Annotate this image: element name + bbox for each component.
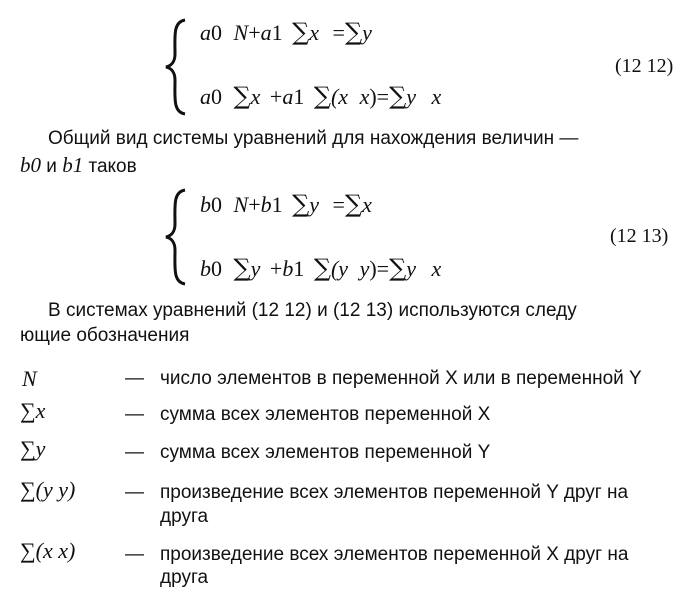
definition-text: произведение всех элементов переменной Y друг на — [160, 482, 629, 503]
sum-sign: ∑ — [389, 254, 407, 282]
subscript: 0 — [211, 20, 222, 45]
paren: ) — [369, 256, 377, 281]
sum-sign: ∑ — [313, 82, 331, 110]
coefficient-b: b — [200, 192, 211, 217]
paragraph-line: ющие обозначения — [20, 325, 190, 346]
equation-line — [200, 82, 441, 110]
plus: + — [248, 192, 261, 217]
subscript: 1 — [271, 20, 283, 45]
equals: = — [332, 192, 345, 217]
equation-line — [200, 190, 372, 218]
sum-sign: ∑ — [389, 82, 407, 110]
paren: ) — [369, 84, 377, 109]
subscript: 1 — [293, 256, 305, 281]
conjunction: и — [46, 156, 57, 177]
symbol-n: N — [22, 366, 37, 391]
equation-number: (12 13) — [610, 225, 669, 247]
sum-sign: ∑ — [233, 254, 251, 282]
paragraph-line: Общий вид системы уравнений для нахождения величин — — [48, 128, 579, 149]
definition-text: число элементов в переменной X или в переменной Y — [160, 368, 642, 389]
definition-symbol: ∑x — [20, 398, 46, 423]
definition-symbol: ∑(x x) — [20, 538, 76, 563]
plus: + — [269, 256, 283, 281]
coefficient-b: b — [260, 192, 272, 217]
subscript: 0 — [211, 192, 222, 217]
variable-y: y — [250, 256, 261, 281]
equals: = — [332, 20, 345, 45]
definition-dash: — — [125, 442, 144, 463]
definition-dash: — — [125, 404, 144, 425]
definition-text: произведение всех элементов переменной X друг на — [160, 544, 629, 565]
paragraph-line — [20, 153, 137, 178]
definition-symbol — [22, 366, 37, 392]
paragraph-line: В системах уравнений (12 12) и (12 13) используются следу — [48, 300, 577, 321]
equals: = — [376, 256, 390, 281]
equation-line — [200, 254, 441, 282]
plus: + — [269, 84, 283, 109]
sum-sign: ∑ — [344, 190, 363, 218]
variable-x: x — [250, 84, 261, 109]
variable-b0: b0 — [20, 153, 41, 177]
sum-sign: ∑ — [292, 190, 310, 218]
subscript: 1 — [271, 192, 283, 217]
variable-x: x — [431, 84, 442, 109]
variable-y: y — [359, 256, 370, 281]
variable-y: y — [309, 192, 320, 217]
equation-number: (12 12) — [615, 55, 674, 77]
definition-dash: — — [125, 544, 144, 565]
product-term: (x — [330, 84, 349, 109]
variable-x: x — [431, 256, 442, 281]
symbol-n: N — [233, 20, 249, 45]
coefficient-a: a — [200, 20, 211, 45]
variable-b1: b1 — [62, 153, 84, 177]
sum-sign: ∑ — [292, 18, 310, 46]
variable-y: y — [362, 20, 372, 45]
definition-dash: — — [125, 482, 144, 503]
text: таков — [88, 156, 137, 177]
variable-x: x — [359, 84, 370, 109]
coefficient-a: a — [260, 20, 272, 45]
variable-x: x — [309, 20, 320, 45]
definition-symbol: ∑(y y) — [20, 477, 76, 502]
subscript: 0 — [211, 256, 222, 281]
variable-x: x — [362, 192, 372, 217]
equals: = — [376, 84, 390, 109]
definition-text-cont: друга — [160, 506, 209, 527]
coefficient-b: b — [200, 256, 211, 281]
coefficient-a: a — [200, 84, 211, 109]
definition-symbol: ∑y — [20, 436, 46, 461]
left-brace — [163, 18, 189, 116]
sum-sign: ∑ — [313, 254, 331, 282]
definition-dash: — — [125, 368, 144, 389]
equation-line — [200, 18, 372, 46]
coefficient-a: a — [282, 84, 294, 109]
variable-y: y — [406, 256, 416, 281]
definition-text: сумма всех элементов переменной Y — [160, 442, 491, 463]
product-term: (y — [330, 256, 349, 281]
variable-y: y — [406, 84, 416, 109]
left-brace — [163, 188, 189, 286]
plus: + — [248, 20, 261, 45]
subscript: 1 — [293, 84, 305, 109]
symbol-n: N — [233, 192, 249, 217]
subscript: 0 — [211, 84, 222, 109]
coefficient-b: b — [282, 256, 294, 281]
definition-text-cont: друга — [160, 567, 209, 588]
sum-sign: ∑ — [344, 18, 363, 46]
sum-sign: ∑ — [233, 82, 251, 110]
definition-text: сумма всех элементов переменной X — [160, 404, 491, 425]
